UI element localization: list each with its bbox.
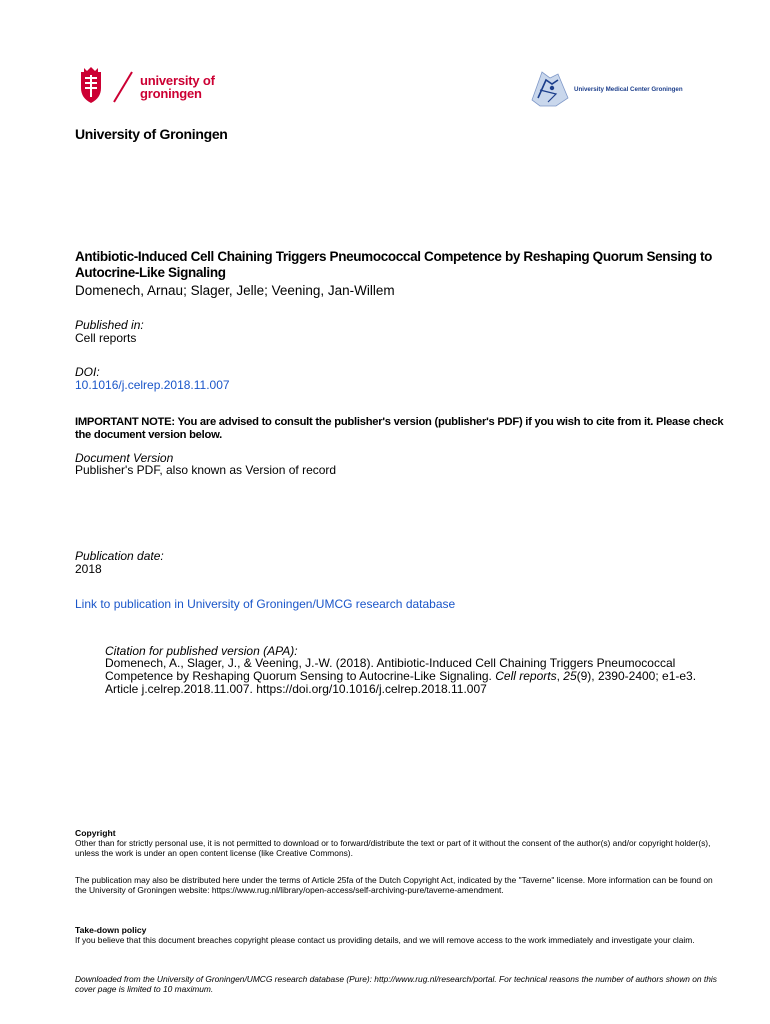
rug-wordmark-line2: groningen — [140, 86, 202, 101]
citation-text — [105, 657, 725, 696]
copyright-text: Other than for strictly personal use, it is not permitted to download or to forward/distribute the text or part of it without the consent of the author(s) and/or copyright holder(s), unless the work is under an open content license (like Creative Commons). — [75, 838, 711, 858]
umcg-emblem-icon — [528, 68, 572, 108]
rug-wordmark-line1: university of — [140, 73, 215, 88]
research-database-link[interactable]: Link to publication in University of Groningen/UMCG research database — [75, 597, 456, 611]
umcg-wordmark: University Medical Center Groningen — [574, 86, 683, 93]
authors: Domenech, Arnau; Slager, Jelle; Veening, Jan-Willem — [75, 283, 395, 298]
doi-label: DOI: — [75, 365, 100, 379]
publication-date-label: Publication date: — [75, 549, 164, 563]
taverne-text: The publication may also be distributed here under the terms of Article 25fa of the Dutch Copyright Act, indicated by the "Taverne" license. More information can be found on the University of Groningen website: https://www.rug.nl/library/open-access/self-archiving-pure/taverne-amendment. — [75, 875, 713, 895]
citation-rest: (9), 2390-2400; e1-e3. Article j.celrep.2018.11.007. https://doi.org/10.1016/j.celrep.2018.11.007 — [105, 669, 697, 696]
document-version-value: Publisher's PDF, also known as Version of record — [75, 463, 337, 477]
umcg-logo — [528, 68, 708, 108]
institution-name: University of Groningen — [75, 126, 228, 142]
university-of-groningen-logo — [78, 66, 228, 108]
published-in-value: Cell reports — [75, 331, 137, 345]
citation-separator: , — [556, 669, 564, 683]
document-version-label: Document Version — [75, 451, 174, 465]
takedown-heading: Take-down policy — [75, 925, 147, 935]
citation-label: Citation for published version (APA): — [105, 644, 298, 658]
important-note: IMPORTANT NOTE: You are advised to consult the publisher's version (publisher's PDF) if you wish to cite from it. Please check the document version below. — [75, 416, 724, 441]
citation-journal: Cell reports — [495, 669, 557, 683]
published-in-label: Published in: — [75, 318, 144, 332]
rug-shield-icon — [78, 66, 104, 104]
publication-date-value: 2018 — [75, 562, 102, 576]
citation-main: Domenech, A., Slager, J., & Veening, J.-W. (2018). Antibiotic-Induced Cell Chaining Triggers Pneumococcal Competence by Reshaping Quorum Sensing to Autocrine-Like Signaling. — [105, 656, 676, 683]
doi-link[interactable]: 10.1016/j.celrep.2018.11.007 — [75, 378, 230, 392]
downloaded-from-text: Downloaded from the University of Groningen/UMCG research database (Pure): http://www.rug.nl/research/portal. For technical reasons the number of authors shown on this cover page is limited to 10 maximum. — [75, 974, 717, 994]
citation-volume: 25 — [563, 669, 577, 683]
publication-title: Antibiotic-Induced Cell Chaining Triggers Pneumococcal Competence by Reshaping Quorum Sensing to Autocrine-Like Signaling — [75, 249, 712, 280]
copyright-heading: Copyright — [75, 828, 116, 838]
takedown-text: If you believe that this document breaches copyright please contact us providing details, and we will remove access to the work immediately and investigate your claim. — [75, 935, 695, 945]
rug-slash-icon — [110, 70, 136, 104]
